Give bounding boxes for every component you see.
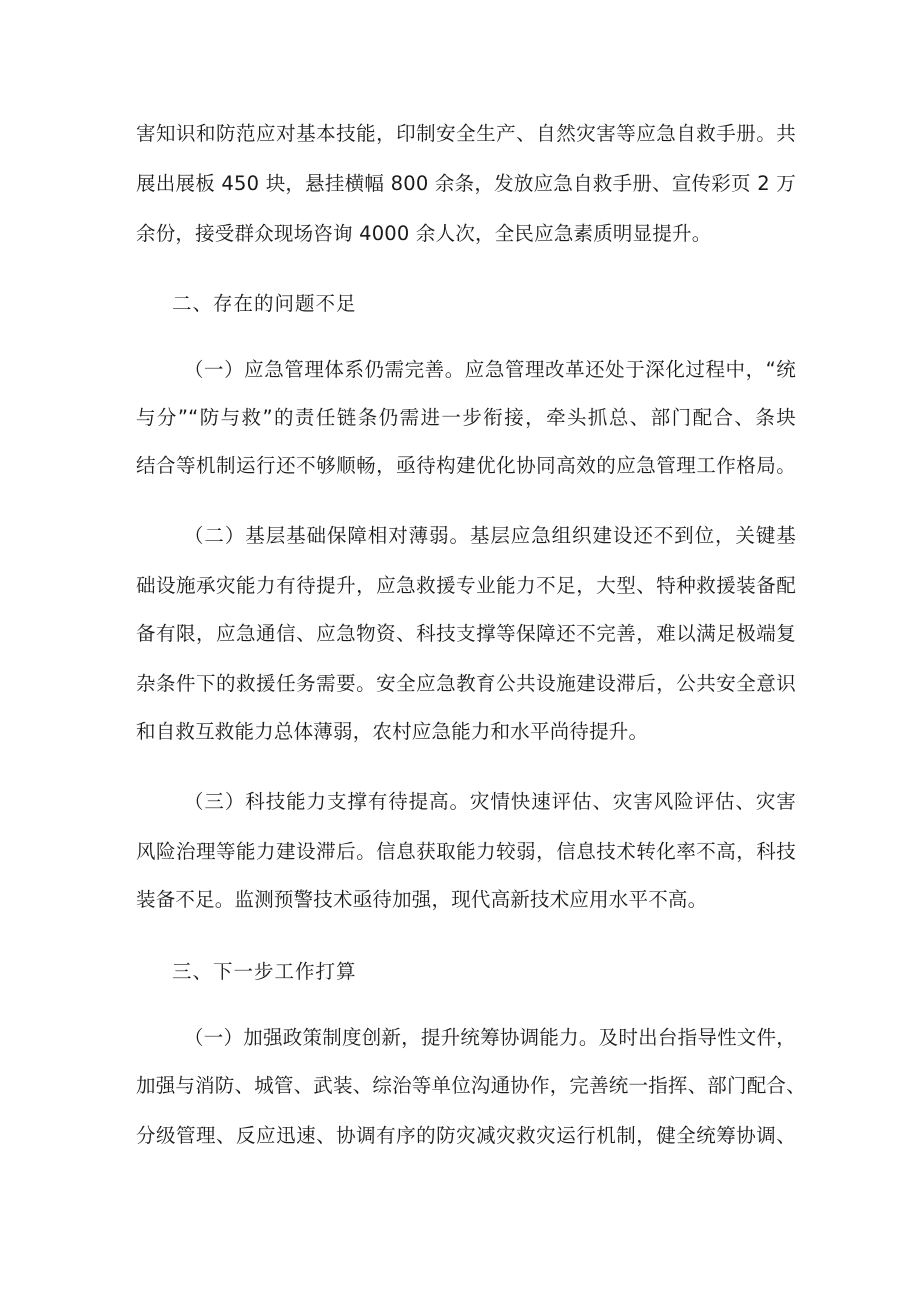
issue-three-line-1: （三）科技能力支撑有待提高。灾情快速评估、灾害风险评估、灾害 bbox=[184, 790, 796, 813]
issue-one-line-2: 与分”“防与救”的责任链条仍需进一步衔接，牵头抓总、部门配合、条块 bbox=[136, 406, 796, 429]
issue-three-line-2: 风险治理等能力建设滞后。信息获取能力较弱，信息技术转化率不高，科技 bbox=[136, 840, 796, 863]
intro-line-1: 害知识和防范应对基本技能，印制安全生产、自然灾害等应急自救手册。共 bbox=[136, 122, 796, 145]
issue-two-line-4: 杂条件下的救援任务需要。安全应急教育公共设施建设滞后，公共安全意识 bbox=[136, 672, 796, 695]
issue-one-line-1: （一）应急管理体系仍需完善。应急管理改革还处于深化过程中，“统 bbox=[184, 358, 796, 381]
plan-one-line-1: （一）加强政策制度创新，提升统筹协调能力。及时出台指导性文件， bbox=[184, 1026, 796, 1049]
intro-line-3: 余份，接受群众现场咨询 4000 余人次，全民应急素质明显提升。 bbox=[136, 222, 712, 245]
issue-three-line-3: 装备不足。监测预警技术亟待加强，现代高新技术应用水平不高。 bbox=[136, 888, 708, 911]
intro-line-2: 展出展板 450 块，悬挂横幅 800 余条，发放应急自救手册、宣传彩页 2 万 bbox=[136, 172, 796, 195]
issue-one-line-3: 结合等机制运行还不够顺畅，亟待构建优化协同高效的应急管理工作格局。 bbox=[136, 454, 796, 477]
issue-two-line-1: （二）基层基础保障相对薄弱。基层应急组织建设还不到位，关键基 bbox=[184, 524, 796, 547]
section-two-heading: 二、存在的问题不足 bbox=[172, 292, 357, 315]
issue-two-line-3: 备有限，应急通信、应急物资、科技支撑等保障还不完善，难以满足极端复 bbox=[136, 622, 796, 645]
issue-two-line-5: 和自救互救能力总体薄弱，农村应急能力和水平尚待提升。 bbox=[136, 720, 649, 743]
plan-one-line-3: 分级管理、反应迅速、协调有序的防灾减灾救灾运行机制，健全统筹协调、 bbox=[136, 1124, 796, 1147]
section-three-heading: 三、下一步工作打算 bbox=[172, 960, 357, 983]
plan-one-line-2: 加强与消防、城管、武装、综治等单位沟通协作，完善统一指挥、部门配合、 bbox=[136, 1074, 806, 1097]
issue-two-line-2: 础设施承灾能力有待提升，应急救援专业能力不足，大型、特种救援装备配 bbox=[136, 574, 796, 597]
